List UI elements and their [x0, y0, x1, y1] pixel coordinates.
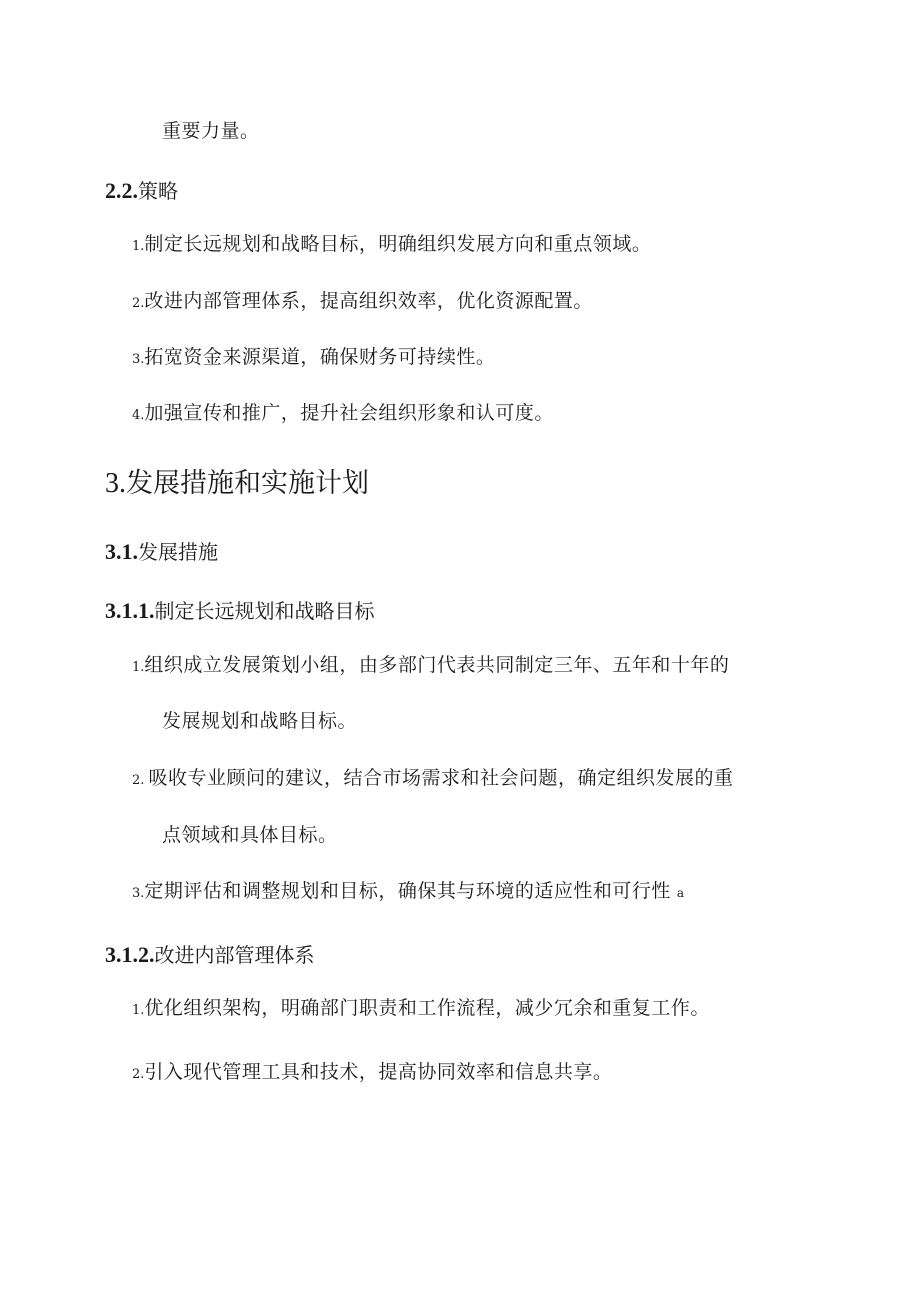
list-text: 拓宽资金来源渠道，确保财务可持续性。 — [144, 346, 496, 368]
section-title: 发展措施 — [138, 540, 218, 564]
list-number: 3. — [132, 352, 145, 367]
list-number: 1. — [132, 239, 145, 254]
list-item — [132, 398, 554, 425]
list-item-continuation: 点领域和具体目标。 — [162, 824, 338, 846]
chapter-title: 发展措施和实施计划 — [126, 468, 369, 499]
list-item-continuation: 发展规划和战略目标。 — [162, 710, 358, 732]
section-heading-3-1 — [105, 536, 218, 565]
subsection-heading-3-1-1 — [105, 595, 375, 624]
list-text: 加强宣传和推广，提升社会组织形象和认可度。 — [144, 402, 554, 424]
section-number: 3.1.1. — [105, 598, 155, 623]
list-number: 1. — [132, 1003, 145, 1018]
list-text: 制定长远规划和战略目标，明确组织发展方向和重点领域。 — [144, 233, 652, 255]
list-text: 优化组织架构，明确部门职责和工作流程，减少冗余和重复工作。 — [144, 997, 710, 1019]
continued-paragraph: 重要力量。 — [162, 120, 260, 142]
list-item — [132, 763, 734, 790]
list-item — [132, 229, 651, 256]
list-item — [132, 286, 593, 313]
list-number: 4. — [132, 408, 145, 423]
subsection-heading-3-1-2 — [105, 939, 315, 968]
list-item — [132, 650, 729, 677]
section-number: 2.2. — [105, 178, 138, 203]
chapter-number: 3. — [105, 468, 126, 499]
trailing-mark: a — [676, 886, 685, 900]
list-number: 2. — [132, 296, 145, 311]
section-heading-2-2 — [105, 175, 178, 204]
list-item — [132, 876, 685, 903]
section-title: 策略 — [138, 179, 178, 203]
list-text: 定期评估和调整规划和目标，确保其与环境的适应性和可行性 — [144, 880, 671, 902]
list-item — [132, 342, 495, 369]
list-item — [132, 1057, 612, 1084]
section-title: 改进内部管理体系 — [154, 943, 315, 967]
list-number: 3. — [132, 886, 145, 901]
list-number: 2. — [132, 773, 149, 788]
list-text: 改进内部管理体系，提高组织效率，优化资源配置。 — [144, 290, 593, 312]
list-number: 2. — [132, 1067, 145, 1082]
list-text: 组织成立发展策划小组，由多部门代表共同制定三年、五年和十年的 — [144, 654, 730, 676]
list-item — [132, 993, 710, 1020]
list-text: 引入现代管理工具和技术，提高协同效率和信息共享。 — [144, 1061, 613, 1083]
section-title: 制定长远规划和战略目标 — [154, 599, 375, 623]
section-number: 3.1.2. — [105, 942, 155, 967]
list-number: 1. — [132, 660, 145, 675]
list-text: 吸收专业顾问的建议，结合市场需求和社会问题，确定组织发展的重 — [148, 767, 734, 789]
chapter-heading-3 — [105, 461, 369, 500]
section-number: 3.1. — [105, 539, 138, 564]
